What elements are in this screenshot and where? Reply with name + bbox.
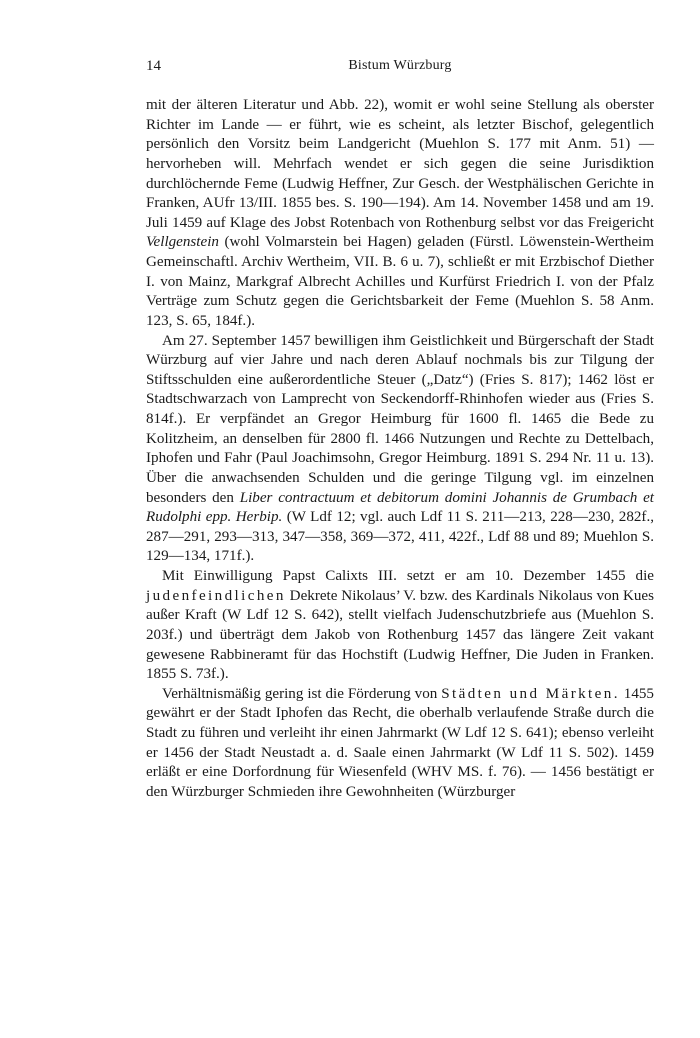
paragraph — [146, 96, 654, 332]
text-run: Mit Einwilligung Papst Calixts III. setzt er am 10. Dezember 1455 die — [162, 568, 654, 584]
spaced-emphasis: Städten und Märkten. — [441, 685, 620, 702]
paragraph — [146, 685, 654, 803]
spaced-emphasis: judenfeindlichen — [146, 587, 286, 604]
text-run: (wohl Volmarstein bei Hagen) geladen (Fürstl. Löwenstein-Wertheim Gemeinschaftl. Archiv Wertheim, VII. B. 6 u. 7), schließt er mit Erzbischof Diether I. von Mainz, Markgraf Albrecht Achilles und Kurfürst Friedrich I. von der Pfalz Verträge zum Schutz gegen die Gerichtsbarkeit der Feme (Muehlon S. 58 Anm. 123, S. 65, 184f.). — [146, 234, 654, 329]
paragraph — [146, 567, 654, 685]
paragraph — [146, 332, 654, 568]
text-run: Am 27. September 1457 bewilligen ihm Geistlichkeit und Bürgerschaft der Stadt Würzburg auf vier Jahre und nach deren Ablauf nochmals bis zur Tilgung der Stiftsschulden eine außerordentliche Steuer („Datz“) (Fries S. 817); 1462 löst er Stadtschwarzach von Lamprecht von Seckendorff-Rhinhofen wieder aus (Fries S. 814f.). Er verpfändet an Gregor Heimburg für 1600 fl. 1465 die Bede zu Kolitzheim, an denselben für 2800 fl. 1466 Nutzungen und Rechte zu Dettelbach, Iphofen und Fahr (Paul Joachimsohn, Gregor Heimburg. 1891 S. 294 Nr. 11 u. 13). Über die anwachsenden Schulden und die geringe Tilgung vgl. im einzelnen besonders den — [146, 332, 654, 506]
italic-title: Liber contractuum et debitorum domini Johannis de Grumbach et Rudolphi epp. Herbip. — [146, 489, 655, 526]
italic-title: Vellgenstein — [146, 234, 219, 251]
text-run: Verhältnismäßig gering ist die Förderung von — [162, 685, 442, 702]
text-run: 1455 gewährt er der Stadt Iphofen das Recht, die oberhalb verlaufende Straße durch die Stadt zu führen und verleiht ihr einen Jahrmarkt (W Ldf 12 S. 641); ebenso verleiht er 1456 der Stadt Neustadt a. d. Saale einen Jahrmarkt (W Ldf 11 S. 502). 1459 erläßt er eine Dorfordnung für Wiesenfeld (WHV MS. f. 76). — 1456 bestätigt er den Würzburger Schmieden ihre Gewohnheiten (Würzburger — [146, 685, 654, 800]
page-number: 14 — [146, 58, 161, 74]
running-head: Bistum Würzburg — [348, 58, 452, 73]
text-run: mit der älteren Literatur und Abb. 22), womit er wohl seine Stellung als oberster Richter im Lande — er führt, wie es scheint, als letzter Bischof, gelegentlich persönlich den Vorsitz beim Landgericht (Muehlon S. 177 mit Anm. 51) — hervorheben will. Mehrfach wendet er sich gegen die seine Jurisdiktion durchlöchernde Feme (Ludwig Heffner, Zur Gesch. der Westphälischen Gerichte in Franken, AUfr 13/III. 1855 bes. S. 190—194). Am 14. November 1458 und am 19. Juli 1459 auf Klage des Jobst Rotenbach von Rothenburg selbst vor das Freigericht — [146, 97, 654, 231]
text-run: Dekrete Nikolaus’ V. bzw. des Kardinals Nikolaus von Kues außer Kraft (W Ldf 12 S. 642), stellt vielfach Judenschutzbriefe aus (Muehlon S. 203f.) und überträgt dem Jakob von Rothenburg 1457 das längere Zeit vakant gewesene Rabbineramt für das Hochstift (Ludwig Heffner, Die Juden in Franken. 1855 S. 73f.). — [146, 587, 654, 683]
page-header — [146, 58, 654, 80]
body-text — [146, 96, 654, 803]
text-run: (W Ldf 12; vgl. auch Ldf 11 S. 211—213, 228—230, 282f., 287—291, 293—313, 347—358, 369—372, 411, 422f., Ldf 88 und 89; Muehlon S. 129—134, 171f.). — [146, 509, 654, 565]
